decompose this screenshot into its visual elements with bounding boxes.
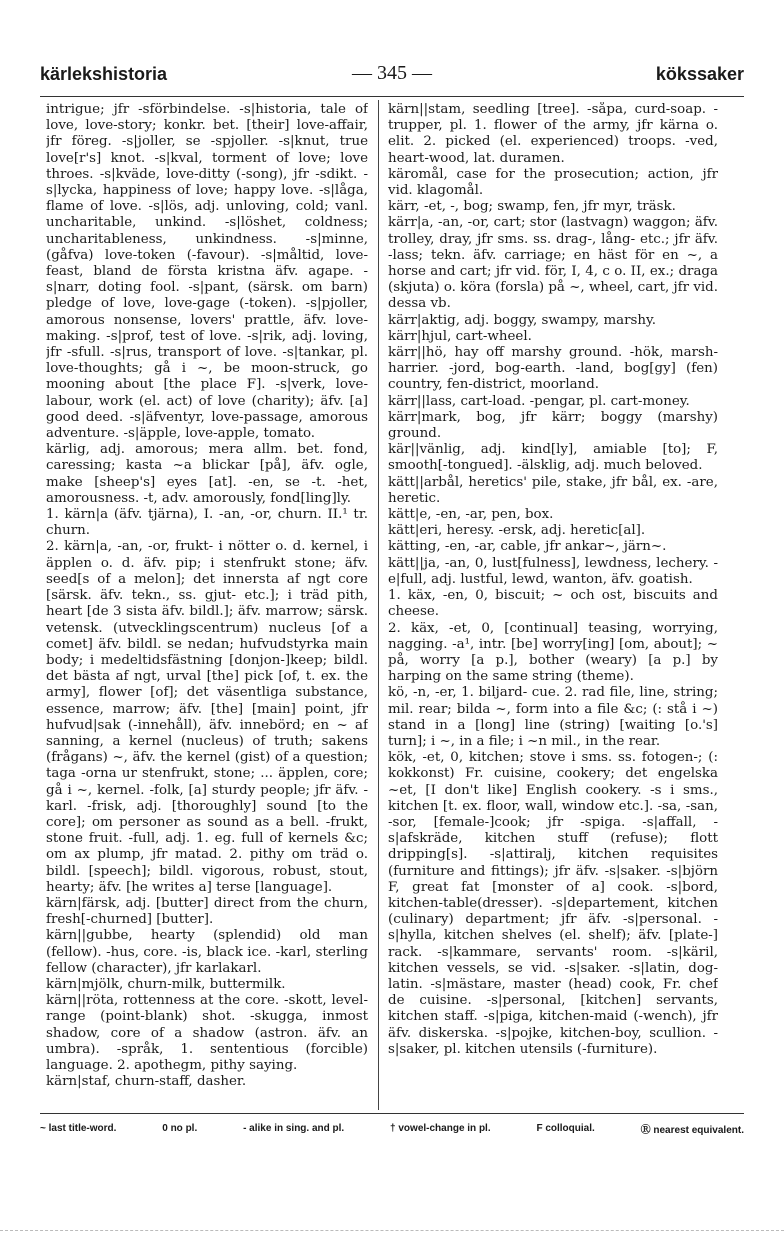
entry-karnfarsk: kärn|färsk, adj. [butter] direct from the churn, fresh[-churned] [butter].: [46, 895, 368, 928]
entry-kax-teasing: 2. käx, -et, 0, [continual] teasing, worrying, nagging. -a¹, intr. [be] worry[ing] [om, about]; ~ på, worry [a p.], bother (weary) [a p.] by harping on the same string (theme).: [388, 620, 718, 685]
legend-tilde: ~ last title-word.: [40, 1122, 117, 1134]
scan-edge-line: [0, 1230, 784, 1231]
entry-karnstam: kärn||stam, seedling [tree]. -såpa, curd-soap. -trupper, pl. 1. flower of the army, jfr kärna o. elit. 2. picked (el. experienced) troops. -ved, heart-wood, lat. duramen.: [388, 102, 718, 166]
legend-colloquial: F colloquial.: [536, 1122, 595, 1134]
entry-karnstaf: kärn|staf, churn-staff, dasher.: [46, 1074, 247, 1090]
entry-kax-biscuit: 1. käx, -en, 0, biscuit; ~ och ost, biscuits and cheese.: [388, 588, 718, 620]
entry-karvanlig: kär||vänlig, adj. kind[ly], amiable [to]; F, smooth[-tongued]. -älsklig, adj. much beloved.: [388, 442, 718, 474]
entry-karrlass: kärr||lass, cart-load. -pengar, pl. cart-money.: [388, 393, 690, 409]
entry-katte: kätt|e, -en, -ar, pen, box.: [388, 507, 554, 523]
entry-karr: kärr, -et, -, bog; swamp, fen, jfr myr, träsk.: [388, 199, 676, 215]
entry-karomal: käromål, case for the prosecution; action, jfr vid. klagomål.: [388, 166, 718, 199]
footer-rule: [40, 1113, 744, 1114]
legend-nearest-equivalent: Ⓡ nearest equivalent.: [640, 1124, 744, 1136]
page-number: — 345 —: [352, 62, 432, 84]
left-column: [46, 102, 368, 1107]
entry-ko: kö, -n, -er, 1. biljard- cue. 2. rad file, line, string; mil. rear; bilda ~, form into a file &c; (: stå i ~) stand in a [long] line (string) [waiting [o.'s] turn]; i ~, in a file; i ~n mil., in the rear.: [388, 685, 718, 749]
entry-katteri: kätt|eri, heresy. -ersk, adj. heretic[al].: [388, 523, 646, 539]
entry-karraktig: kärr|aktig, adj. boggy, swampy, marshy.: [388, 312, 657, 328]
abbreviation-legend: [40, 1118, 744, 1138]
entry-karnrota: kärn||röta, rottenness at the core. -skott, level-range (point-blank) shot. -skugga, inmost shadow, core of a shadow (astron. äfv. an umbra). -språk, 1. sententious (forcible) language. 2. apothegm, pithy saying.: [46, 993, 368, 1073]
entry-karna-churn: 1. kärn|a (äfv. tjärna), I. -an, -or, churn. II.¹ tr. churn.: [46, 507, 368, 539]
entry-kok: kök, -et, 0, kitchen; stove i sms. ss. fotogen-; (: kokkonst) Fr. cuisine, cookery; det engelska ~et, [I don't like] English cookery. -s i sms., kitchen [t. ex. floor, wall, window etc.]. -sa, -san, -sor, [female-]cook; jfr -spiga. -s|affall, -s|afskräde, kitchen stuff (refuse); flott dripping[s]. -s|attiralj, kitchen requisites (furniture and fittings); jfr äfv. -s|saker. -s|björn F, great fat [monster of a] cook. -s|bord, kitchen-table(dresser). -s|departement, kitchen (culinary) department; jfr äfv. -s|personal. -s|hylla, kitchen shelves (el. shelf); äfv. [plate-] rack. -s|kammare, servants' room. -s|käril, kitchen vessels, se vid. -s|saker. -s|latin, dog-latin. -s|mästare, master (head) cook, Fr. chef de cuisine. -s|personal, [kitchen] servants, kitchen staff. -s|piga, kitchen-maid (-wench), jfr äfv. diskerska. -s|pojke, kitchen-boy, scullion. -s|saker, pl. kitchen utensils (-furniture).: [388, 750, 718, 1057]
left-running-headword: kärlekshistoria: [40, 64, 168, 84]
entry-karrho: kärr||hö, hay off marshy ground. -hök, marsh-harrier. -jord, bog-earth. -land, bog[gy] (fen) country, fen-district, moorland.: [388, 345, 718, 393]
entry-karra: kärr|a, -an, -or, cart; stor (lastvagn) waggon; äfv. trolley, dray, jfr sms. ss. drag-, lång- etc.; jfr äfv. -lass; tekn. äfv. carriage; en häst för en ~, a horse and cart; jfr vid. för, I, 4, c o. II, ex.; draga (skjuta) o. köra (forsla) på ~, wheel, cart, jfr vid. dessa vb.: [388, 215, 718, 312]
entry-karrmark: kärr|mark, bog, jfr kärr; boggy (marshy) ground.: [388, 409, 718, 442]
entry-katting: kätting, -en, -ar, cable, jfr ankar~, järn~.: [388, 539, 667, 555]
entry-karrhjul: kärr|hjul, cart-wheel.: [388, 328, 532, 344]
page-header: [40, 60, 744, 92]
legend-dagger: † vowel-change in pl.: [390, 1122, 491, 1134]
entry-karna-kernel: 2. kärn|a, -an, -or, frukt- i nötter o. d. kernel, i äpplen o. d. äfv. pip; i stenfrukt stone; äfv. seed[s of a melon]; det innersta af ngt core [särsk. äfv. tekn., ss. gjut- etc.]; i träd pith, heart [de 3 sista äfv. bildl.]; äfv. marrow; särsk. vetensk. (utvecklingscentrum) nucleus [of a comet] äfv. bildl. se nedan; hufvudstyrka main body; i medeltidsfästning [donjon-]keep; bildl. det bästa af ngt, urval [the] pick [of, t. ex. the army], flower [of]; det väsentliga substance, essence, marrow; äfv. [the] [main] point, jfr hufvud|sak (-innehåll), äfv. innebörd; en ~ af sanning, a kernel (nucleus) of truth; sakens (frågans) ~, äfv. the kernel (gist) of a question; taga -orna ur stenfrukt, stone; ... äpplen, core; gå i ~, kernel. -folk, [a] sturdy people; jfr äfv. -karl. -frisk, adj. [thoroughly] sound [to the core]; om personer as sound as a bell. -frukt, stone fruit. -full, adj. 1. eg. full of kernels &c; om ax plump, jfr matad. 2. pithy om träd o. bildl. [speech]; bildl. vigorous, robust, stout, hearty; äfv. [he writes a] terse [language].: [46, 539, 368, 895]
entry-karngubbe: kärn||gubbe, hearty (splendid) old man (fellow). -hus, core. -is, black ice. -karl, sterling fellow (character), jfr karlakarl.: [46, 928, 368, 976]
legend-zero: 0 no pl.: [162, 1122, 198, 1134]
right-column: [388, 102, 718, 1107]
entry-karnmjolk: kärn|mjölk, churn-milk, buttermilk.: [46, 976, 286, 992]
column-divider: [378, 100, 379, 1110]
entry-kattarbal: kätt||arbål, heretics' pile, stake, jfr bål, ex. -are, heretic.: [388, 474, 718, 506]
entry-kattja: kätt||ja, -an, 0, lust[fulness], lewdness, lechery. -e|full, adj. lustful, lewd, wanton, äfv. goatish.: [388, 555, 718, 587]
entry-karlig: kärlig, adj. amorous; mera allm. bet. fond, caressing; kasta ~a blickar [på], äfv. ogle, make [sheep's] eyes [at]. -en, se -t. -het, amorousness. -t, adv. amorously, fond[ling]ly.: [46, 442, 368, 506]
header-rule: [40, 96, 744, 97]
right-running-headword: kökssaker: [655, 64, 744, 84]
entry-karlekshistoria: intrigue; jfr -sförbindelse. -s|historia, tale of love, love-story; konkr. bet. [their] love-affair, jfr föreg. -s|joller, se -spjoller. -s|knut, true love[r's] knot. -s|kval, torment of love; love throes. -s|kväde, love-ditty (-song), jfr -sdikt. -s|lycka, happiness of love; happy love. -s|låga, flame of love. -s|lös, adj. unloving, cold; vanl. uncharitable, unkind. -s|löshet, coldness; uncharitableness, unkindness. -s|minne, (gåfva) love-token (-favour). -s|måltid, love-feast, bland de första kristna äfv. agape. -s|narr, doting fool. -s|pant, (särsk. om barn) pledge of love, love-gage (-token). -s|pjoller, amorous nonsense, lovers' prattle, äfv. love-making. -s|prof, test of love. -s|rik, adj. loving, jfr -sfull. -s|rus, transport of love. -s|tankar, pl. love-thoughts; gå i ~, be moon-struck, go mooning about [the place F]. -s|verk, love-labour, work (el. act) of love (charity); äfv. [a] good deed. -s|äfventyr, love-passage, amorous adventure. -s|äpple, love-apple, tomato.: [46, 102, 368, 442]
legend-dash: - alike in sing. and pl.: [243, 1122, 345, 1134]
